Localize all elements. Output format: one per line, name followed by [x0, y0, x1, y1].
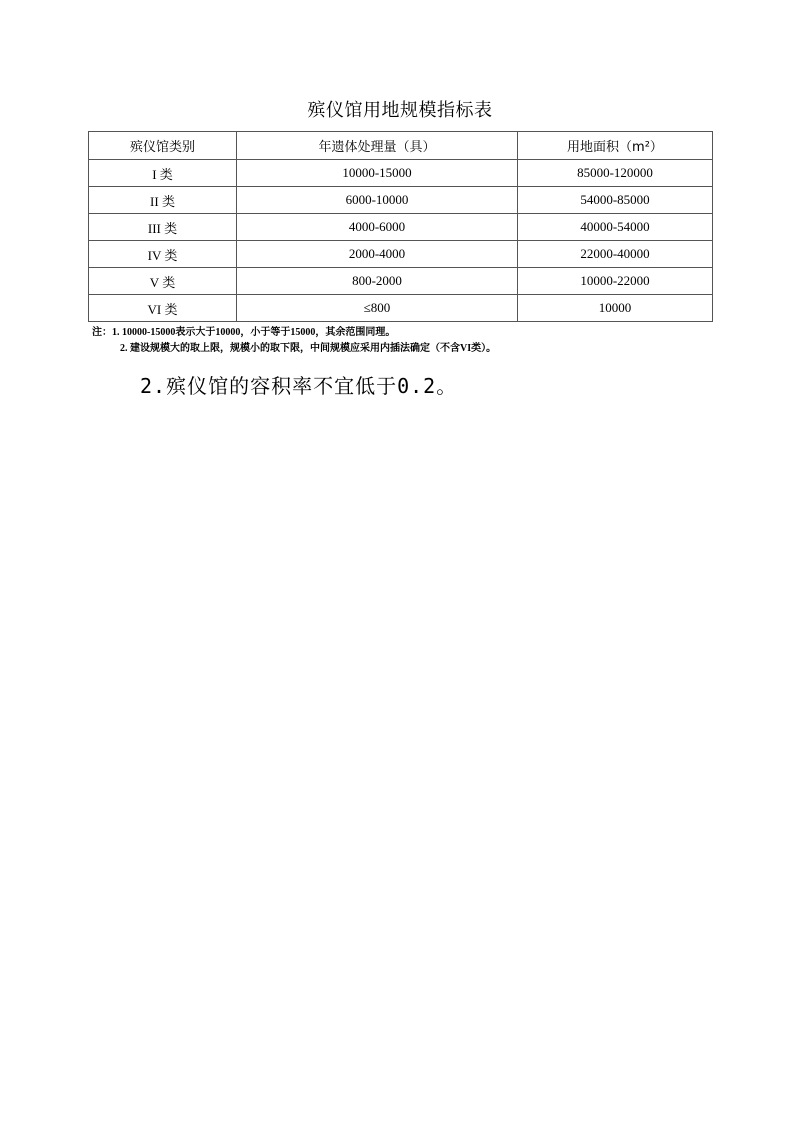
land-scale-table: [88, 131, 713, 322]
body-paragraph: 2.殡仪馆的容积率不宜低于0.2。: [140, 374, 458, 398]
cell-annual-volume: 4000-6000: [237, 214, 518, 241]
cell-land-area: 10000-22000: [518, 268, 713, 295]
header-category: 殡仪馆类别: [89, 132, 237, 160]
table-row: [89, 268, 713, 295]
table-row: [89, 187, 713, 214]
table-title: 殡仪馆用地规模指标表: [307, 100, 493, 121]
cell-land-area: 10000: [518, 295, 713, 322]
cell-category: II 类: [89, 187, 237, 214]
cell-annual-volume: 800-2000: [237, 268, 518, 295]
header-annual-volume: 年遗体处理量（具）: [237, 132, 518, 160]
cell-land-area: 40000-54000: [518, 214, 713, 241]
cell-category: III 类: [89, 214, 237, 241]
header-land-area: 用地面积（m²）: [518, 132, 713, 160]
cell-annual-volume: 10000-15000: [237, 160, 518, 187]
cell-annual-volume: 6000-10000: [237, 187, 518, 214]
cell-annual-volume: ≤800: [237, 295, 518, 322]
cell-annual-volume: 2000-4000: [237, 241, 518, 268]
cell-land-area: 54000-85000: [518, 187, 713, 214]
table-row: [89, 241, 713, 268]
table-row: [89, 295, 713, 322]
cell-category: VI 类: [89, 295, 237, 322]
cell-category: IV 类: [89, 241, 237, 268]
table-row: [89, 160, 713, 187]
table-notes: [92, 325, 496, 357]
cell-category: V 类: [89, 268, 237, 295]
cell-land-area: 85000-120000: [518, 160, 713, 187]
table-row: [89, 214, 713, 241]
table-header-row: [89, 132, 713, 160]
note-1: 注：1. 10000-15000表示大于10000，小于等于15000，其余范围同理。: [92, 327, 396, 338]
cell-land-area: 22000-40000: [518, 241, 713, 268]
note-2: 2. 建设规模大的取上限，规模小的取下限，中间规模应采用内插法确定（不含VI类）。: [120, 343, 497, 354]
cell-category: I 类: [89, 160, 237, 187]
